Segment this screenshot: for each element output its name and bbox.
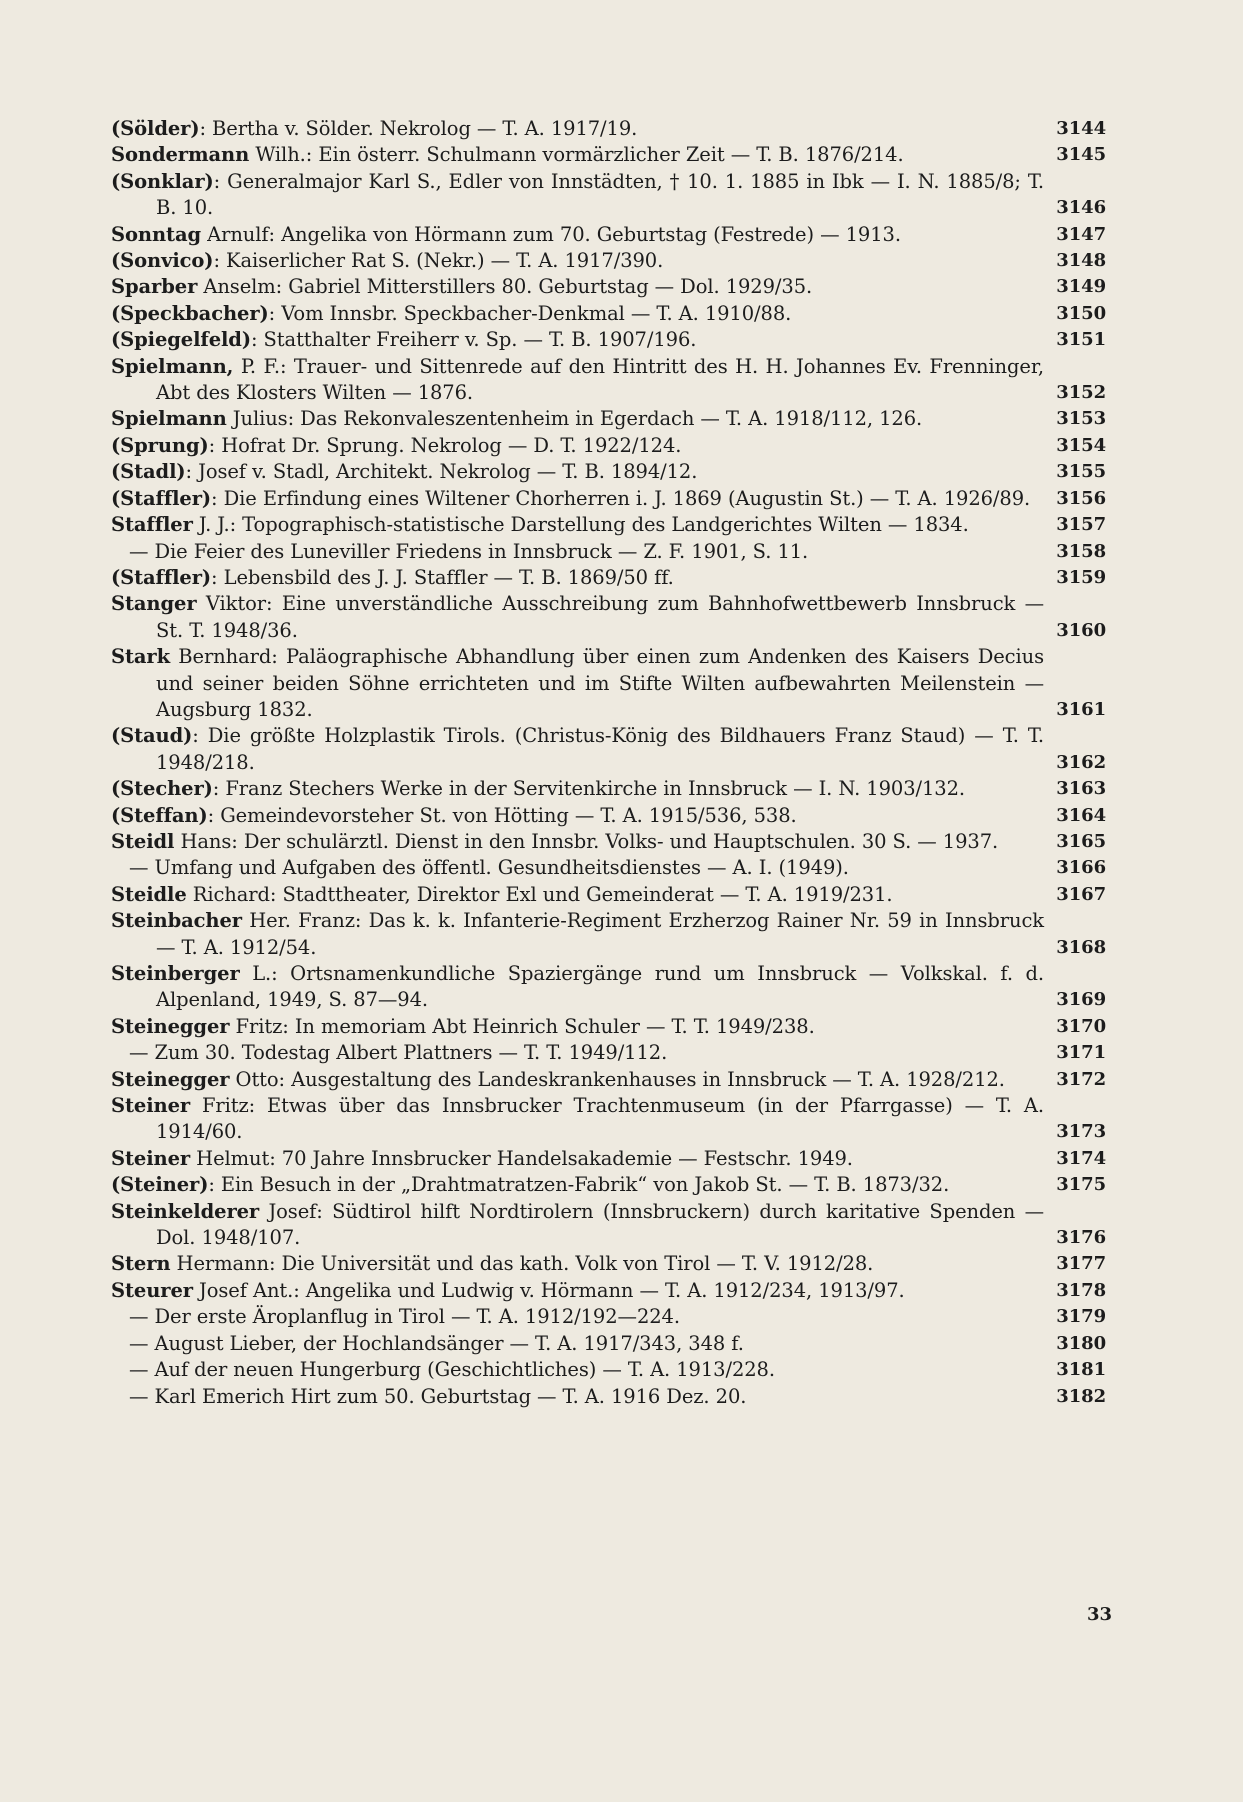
entry-author: Steinbacher	[111, 909, 242, 933]
bibliography-entry	[111, 1304, 1106, 1330]
entry-number: 3152	[1056, 382, 1106, 404]
entry-author: Steidl	[111, 829, 175, 853]
bibliography-entry	[111, 301, 1106, 327]
entry-author: (Staffler)	[111, 486, 212, 510]
bibliography-entry	[111, 803, 1106, 829]
entry-number: 3164	[1056, 804, 1106, 826]
entry-text: Otto: Ausgestaltung des Landeskrankenhauses in Innsbruck — T. A. 1928/212.	[229, 1067, 1005, 1091]
entry-text: — Die Feier des Luneviller Friedens in Innsbruck — Z. F. 1901, S. 11.	[129, 539, 809, 563]
entry-author: Spielmann,	[111, 354, 234, 378]
entry-number: 3172	[1056, 1068, 1106, 1090]
entry-number: 3146	[1056, 197, 1106, 219]
bibliography-entry	[111, 459, 1106, 485]
entry-text: : Die größte Holzplastik Tirols. (Christus-König des Bildhauers Franz Staud) — T. T. 1948/218.	[156, 724, 1044, 774]
bibliography-entry	[111, 1278, 1106, 1304]
entry-author: (Sonvico)	[111, 249, 214, 273]
entry-author: (Sprung)	[111, 433, 209, 457]
bibliography-entry	[111, 1331, 1106, 1357]
entry-number: 3149	[1056, 276, 1106, 298]
entry-text: Julius: Das Rekonvaleszentenheim in Egerdach — T. A. 1918/112, 126.	[226, 407, 923, 431]
entry-text: : Statthalter Freiherr v. Sp. — T. B. 1907/196.	[250, 328, 697, 352]
entry-text: : Josef v. Stadl, Architekt. Nekrolog — T. B. 1894/12.	[185, 460, 698, 484]
entry-author: (Spiegelfeld)	[111, 328, 251, 352]
entry-number: 3150	[1056, 302, 1106, 324]
entry-text: L.: Ortsnamenkundliche Spaziergänge rund um Innsbruck — Volkskal. f. d. Alpenland, 1949, S. 87—94.	[156, 962, 1044, 1012]
entry-number: 3156	[1056, 487, 1106, 509]
entry-number: 3154	[1056, 434, 1106, 456]
entry-number: 3171	[1056, 1042, 1106, 1064]
entry-text: Bernhard: Paläographische Abhandlung über einen zum Andenken des Kaisers Decius und seiner beiden Söhne errichteten und im Stifte Wilten aufbewahrten Meilenstein — Augsburg 1832.	[156, 645, 1044, 721]
entry-text: Hermann: Die Universität und das kath. Volk von Tirol — T. V. 1912/28.	[170, 1252, 874, 1276]
entry-number: 3162	[1056, 751, 1106, 773]
bibliography-entry	[111, 222, 1106, 248]
entry-number: 3161	[1056, 698, 1106, 720]
entry-author: Stern	[111, 1252, 171, 1276]
entry-text: : Hofrat Dr. Sprung. Nekrolog — D. T. 1922/124.	[208, 433, 682, 457]
entry-text: Richard: Stadttheater, Direktor Exl und Gemeinderat — T. A. 1919/231.	[186, 882, 893, 906]
entry-text: — Auf der neuen Hungerburg (Geschichtliches) — T. A. 1913/228.	[129, 1358, 775, 1382]
bibliography-entry	[111, 406, 1106, 432]
bibliography-entry	[111, 1040, 1106, 1066]
entry-text: : Die Erfindung eines Wiltener Chorherren i. J. 1869 (Augustin St.) — T. A. 1926/89.	[211, 486, 1031, 510]
entry-text: Hans: Der schulärztl. Dienst in den Innsbr. Volks- und Hauptschulen. 30 S. — 1937.	[174, 829, 999, 853]
bibliography-entry	[111, 274, 1106, 300]
bibliography-entry	[111, 829, 1106, 855]
entry-number: 3166	[1056, 857, 1106, 879]
entry-number: 3145	[1056, 144, 1106, 166]
bibliography-entry	[111, 248, 1106, 274]
entry-author: (Staud)	[111, 724, 193, 748]
entry-author: Steinegger	[111, 1067, 230, 1091]
bibliography-entry	[111, 591, 1106, 644]
bibliography-entry	[111, 1146, 1106, 1172]
entry-author: (Sölder)	[111, 117, 200, 140]
entry-text: : Generalmajor Karl S., Edler von Innstädten, † 10. 1. 1885 in Ibk — I. N. 1885/8; T. B. 10.	[156, 169, 1044, 220]
entry-number: 3178	[1056, 1279, 1106, 1301]
entry-number: 3168	[1056, 936, 1106, 958]
entry-number: 3182	[1056, 1385, 1106, 1407]
entry-author: (Stecher)	[111, 777, 213, 801]
bibliography-entry	[111, 116, 1106, 142]
entry-author: Stark	[111, 645, 171, 669]
entry-number: 3155	[1056, 461, 1106, 483]
entry-text: : Kaiserlicher Rat S. (Nekr.) — T. A. 1917/390.	[213, 249, 664, 273]
bibliography-entry	[111, 354, 1106, 407]
entry-text: Her. Franz: Das k. k. Infanterie-Regiment Erzherzog Rainer Nr. 59 in Innsbruck — T. A. 1912/54.	[156, 909, 1044, 959]
entry-number: 3174	[1056, 1147, 1106, 1169]
entry-number: 3158	[1056, 540, 1106, 562]
bibliography-entry	[111, 1093, 1106, 1146]
entry-number: 3167	[1056, 883, 1106, 905]
entry-text: : Franz Stechers Werke in der Servitenkirche in Innsbruck — I. N. 1903/132.	[212, 777, 965, 801]
entry-author: (Steffan)	[111, 803, 208, 827]
bibliography-entry	[111, 1357, 1106, 1383]
entry-author: Steinegger	[111, 1014, 230, 1038]
entry-author: (Speckbacher)	[111, 301, 269, 325]
bibliography-entry	[111, 644, 1106, 723]
entry-author: (Staffler)	[111, 565, 212, 589]
entry-number: 3173	[1056, 1121, 1106, 1143]
entry-author: Sparber	[111, 275, 198, 299]
entry-author: Steiner	[111, 1146, 191, 1170]
entry-text: — August Lieber, der Hochlandsänger — T. A. 1917/343, 348 f.	[129, 1331, 744, 1355]
entry-number: 3181	[1056, 1359, 1106, 1381]
entry-text: Helmut: 70 Jahre Innsbrucker Handelsakademie — Festschr. 1949.	[190, 1146, 853, 1170]
entry-text: Wilh.: Ein österr. Schulmann vormärzlicher Zeit — T. B. 1876/214.	[249, 143, 904, 167]
entry-text: : Gemeindevorsteher St. von Hötting — T. A. 1915/536, 538.	[207, 803, 797, 827]
entry-text: Arnulf: Angelika von Hörmann zum 70. Geburtstag (Festrede) — 1913.	[201, 222, 901, 246]
entry-text: : Bertha v. Sölder. Nekrolog — T. A. 1917/19.	[199, 117, 638, 140]
bibliography-entry	[111, 169, 1106, 222]
bibliography-entry	[111, 961, 1106, 1014]
bibliography-entry	[111, 1014, 1106, 1040]
entry-text: Josef: Südtirol hilft Nordtirolern (Innsbruckern) durch karitative Spenden — Dol. 1948/107.	[156, 1199, 1044, 1250]
entry-author: Spielmann	[111, 407, 227, 431]
bibliography-entry	[111, 882, 1106, 908]
entry-number: 3175	[1056, 1174, 1106, 1196]
entry-author: (Sonklar)	[111, 169, 214, 193]
entry-number: 3147	[1056, 223, 1106, 245]
entry-author: Steurer	[111, 1278, 193, 1302]
entry-author: (Steiner)	[111, 1173, 209, 1197]
entry-number: 3144	[1056, 118, 1106, 139]
entry-author: (Stadl)	[111, 460, 186, 484]
entry-author: Steinkelderer	[111, 1199, 260, 1223]
bibliography-entry	[111, 1199, 1106, 1252]
entry-text: : Ein Besuch in der „Drahtmatratzen-Fabrik“ von Jakob St. — T. B. 1873/32.	[208, 1173, 950, 1197]
entry-text: : Vom Innsbr. Speckbacher-Denkmal — T. A. 1910/88.	[268, 301, 792, 325]
entry-text: Anselm: Gabriel Mitterstillers 80. Geburtstag — Dol. 1929/35.	[197, 275, 813, 299]
entry-author: Staffler	[111, 513, 193, 537]
entry-text: P. F.: Trauer- und Sittenrede auf den Hintritt des H. H. Johannes Ev. Frenninger, Abt des Klosters Wilten — 1876.	[156, 354, 1044, 405]
entry-text: Josef Ant.: Angelika und Ludwig v. Hörmann — T. A. 1912/234, 1913/97.	[192, 1278, 905, 1302]
entry-number: 3148	[1056, 250, 1106, 272]
entry-author: Stanger	[111, 592, 197, 616]
bibliography-entry	[111, 565, 1106, 591]
bibliography-entry	[111, 539, 1106, 565]
bibliography-entry	[111, 855, 1106, 881]
entry-text: Fritz: In memoriam Abt Heinrich Schuler — T. T. 1949/238.	[229, 1014, 815, 1038]
entry-number: 3176	[1056, 1227, 1106, 1249]
bibliography-entry	[111, 1251, 1106, 1277]
entry-text: — Der erste Äroplanflug in Tirol — T. A. 1912/192—224.	[129, 1305, 680, 1329]
entry-author: Steiner	[111, 1094, 191, 1118]
bibliography-entry	[111, 1067, 1106, 1093]
entry-author: Sonntag	[111, 222, 202, 246]
entry-number: 3160	[1056, 619, 1106, 641]
entry-number: 3169	[1056, 989, 1106, 1011]
entry-number: 3179	[1056, 1306, 1106, 1328]
bibliography-entry	[111, 1172, 1106, 1198]
entry-text: : Lebensbild des J. J. Staffler — T. B. 1869/50 ff.	[211, 565, 674, 589]
bibliography-entry	[111, 512, 1106, 538]
page-number: 33	[1086, 1604, 1112, 1625]
bibliography-entry	[111, 1384, 1106, 1410]
bibliography-entry	[111, 776, 1106, 802]
entry-number: 3177	[1056, 1253, 1106, 1275]
bibliography-list	[111, 116, 1106, 1410]
entry-author: Sondermann	[111, 143, 250, 167]
entry-text: Viktor: Eine unverständliche Ausschreibung zum Bahnhofwettbewerb Innsbruck — St. T. 1948/36.	[156, 592, 1044, 642]
entry-number: 3151	[1056, 329, 1106, 351]
bibliography-entry	[111, 486, 1106, 512]
entry-number: 3163	[1056, 778, 1106, 800]
bibliography-entry	[111, 327, 1106, 353]
bibliography-entry	[111, 433, 1106, 459]
entry-text: Fritz: Etwas über das Innsbrucker Trachtenmuseum (in der Pfarrgasse) — T. A. 1914/60.	[156, 1094, 1044, 1144]
entry-number: 3180	[1056, 1332, 1106, 1354]
entry-text: J. J.: Topographisch-statistische Darstellung des Landgerichtes Wilten — 1834.	[192, 513, 969, 537]
bibliography-entry	[111, 908, 1106, 961]
bibliography-entry	[111, 723, 1106, 776]
entry-number: 3157	[1056, 514, 1106, 536]
bibliography-entry	[111, 142, 1106, 168]
entry-author: Steinberger	[111, 962, 240, 985]
entry-number: 3153	[1056, 408, 1106, 430]
entry-text: — Karl Emerich Hirt zum 50. Geburtstag — T. A. 1916 Dez. 20.	[129, 1384, 747, 1408]
entry-number: 3170	[1056, 1015, 1106, 1037]
entry-text: — Umfang und Aufgaben des öffentl. Gesundheitsdienstes — A. I. (1949).	[129, 856, 849, 880]
entry-number: 3159	[1056, 566, 1106, 588]
entry-author: Steidle	[111, 882, 187, 906]
entry-number: 3165	[1056, 830, 1106, 852]
entry-text: — Zum 30. Todestag Albert Plattners — T. T. 1949/112.	[129, 1041, 668, 1065]
